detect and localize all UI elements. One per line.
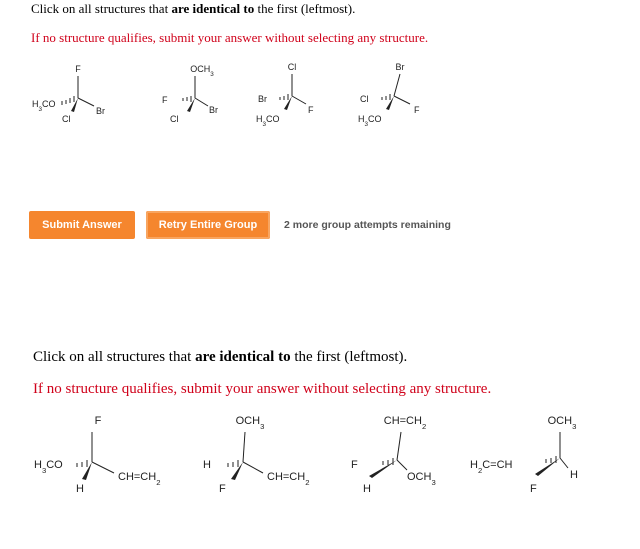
substituent-right: H xyxy=(570,469,578,481)
q2-structure-3[interactable] xyxy=(345,410,465,500)
substituent-right: $CH=CH_2$ xyxy=(118,471,161,487)
substituent-top: $CH=CH_2$ xyxy=(383,415,427,431)
substituent-top: F xyxy=(94,415,102,427)
substituent-right: $OCH_3$ xyxy=(407,471,436,487)
substituent-bottom: F xyxy=(530,483,537,495)
q1-structure-3[interactable] xyxy=(250,60,340,130)
substituent-right: $CH=CH_2$ xyxy=(267,471,310,487)
substituent-top: $OCH_3$ xyxy=(547,415,577,431)
question-2-prompt: Click on all structures that are identical to the first (leftmost). xyxy=(33,349,408,365)
substituent-top: Cl xyxy=(287,62,297,72)
substituent-top: Br xyxy=(395,62,405,72)
retry-group-button[interactable]: Retry Entire Group xyxy=(146,211,270,239)
substituent-bottom: Cl xyxy=(62,114,71,124)
substituent-left: $H_3CO$ xyxy=(32,99,56,113)
substituent-bottom: Cl xyxy=(170,114,179,124)
substituent-left: $H_3CO$ xyxy=(34,459,63,475)
hash-wedge xyxy=(62,96,74,105)
q1-structure-2[interactable] xyxy=(150,60,240,130)
substituent-left: $H_2C=CH$ xyxy=(470,459,513,475)
question-2-hint: If no structure qualifies, submit your answer without selecting any structure. xyxy=(33,381,492,397)
substituent-top: $OCH_3$ xyxy=(235,415,265,431)
q1-structure-4[interactable] xyxy=(352,60,442,130)
q2-structure-4[interactable] xyxy=(468,410,636,500)
substituent-bottom: H xyxy=(363,483,371,495)
substituent-bottom: $H_3CO$ xyxy=(358,114,382,128)
submit-answer-button[interactable]: Submit Answer xyxy=(29,211,135,239)
q1-structure-1[interactable] xyxy=(30,60,120,130)
substituent-right: F xyxy=(414,105,420,115)
substituent-right: F xyxy=(308,105,314,115)
substituent-bottom: H xyxy=(76,483,84,495)
q2-structure-1[interactable] xyxy=(30,410,180,500)
substituent-bottom: F xyxy=(219,483,226,495)
substituent-bottom: $H_3CO$ xyxy=(256,114,280,128)
q2-structure-2[interactable] xyxy=(195,410,335,500)
substituent-left: Br xyxy=(258,94,267,104)
attempts-remaining: 2 more group attempts remaining xyxy=(284,219,451,231)
substituent-top: $OCH_3$ xyxy=(190,64,214,78)
question-1-hint: If no structure qualifies, submit your answer without selecting any structure. xyxy=(31,30,429,45)
substituent-left: H xyxy=(203,459,211,471)
question-1-prompt: Click on all structures that are identical to the first (leftmost). xyxy=(31,1,356,16)
substituent-right: Br xyxy=(96,106,105,116)
substituent-left: F xyxy=(162,95,168,105)
substituent-right: Br xyxy=(209,105,218,115)
substituent-top: F xyxy=(75,64,81,74)
substituent-left: Cl xyxy=(360,94,369,104)
substituent-left: F xyxy=(351,459,358,471)
